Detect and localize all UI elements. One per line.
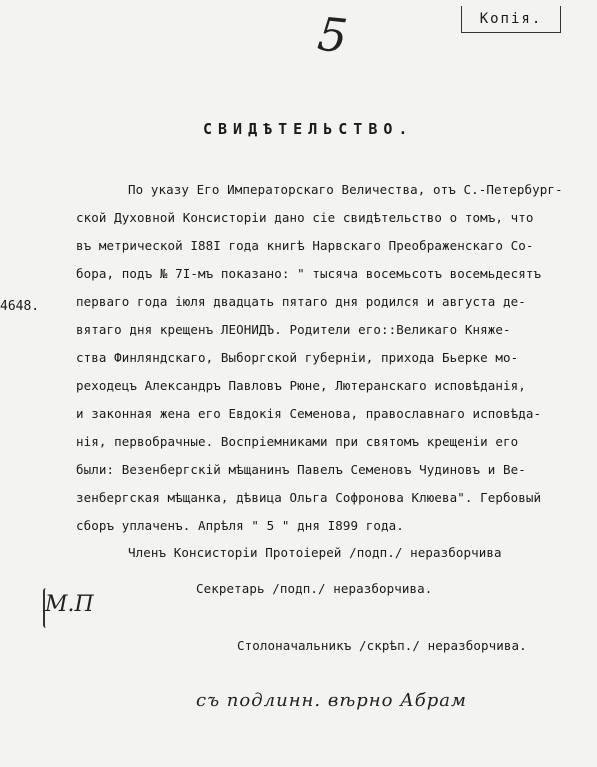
body-line: зенбергская мѣщанка, дѣвица Ольга Софронова Клюева". Гербовый [76, 490, 542, 505]
body-line: сборъ уплаченъ. Апрѣля " 5 " дня I899 года. [76, 518, 404, 533]
body-line: реходецъ Александръ Павловъ Рюне, Лютеранскаго исповѣданія, [76, 378, 526, 393]
body-line: бора, подъ № 7I-мъ показано: " тысяча восемьсотъ восемьдесятъ [76, 266, 542, 281]
body-line: перваго года іюля двадцать пятаго дня родился и августа де- [76, 294, 526, 309]
body-line: ской Духовной Консисторіи дано сіе свидѣтельство о томъ, что [76, 210, 534, 225]
body-line: вятаго дня крещенъ ЛЕОНИДЪ. Родители его::Великаго Княже- [76, 322, 511, 337]
handwritten-seal-mark: М.П [45, 592, 94, 617]
body-line: въ метрической I88I года книгѣ Нарвскаго Преображенскаго Со- [76, 238, 534, 253]
folio-number: 5 [315, 6, 351, 64]
margin-number: 4648. [0, 299, 40, 314]
body-line: и законная жена его Евдокія Семенова, православнаго исповѣда- [76, 406, 542, 421]
document-title: СВИДѢТЕЛЬСТВО. [203, 120, 414, 138]
signature-member: Членъ Консисторіи Протоіерей /подп./ неразборчива [128, 545, 502, 560]
handwritten-certification: съ подлинн. вѣрно Абрам [196, 690, 467, 711]
body-line: ства Финляндскаго, Выборгской губерніи, прихода Бьерке мо- [76, 350, 519, 365]
signature-secretary: Секретарь /подп./ неразборчива. [196, 581, 433, 596]
copy-label: Копія. [461, 6, 561, 33]
body-line: нія, первобрачные. Воспріемниками при святомъ крещеніи его [76, 434, 519, 449]
signature-head-clerk: Столоначальникъ /скрѣп./ неразборчива. [237, 638, 527, 653]
body-line: По указу Его Императорскаго Величества, отъ С.-Петербург- [128, 182, 563, 197]
body-line: были: Везенбергскій мѣщанинъ Павелъ Семеновъ Чудиновъ и Ве- [76, 462, 526, 477]
